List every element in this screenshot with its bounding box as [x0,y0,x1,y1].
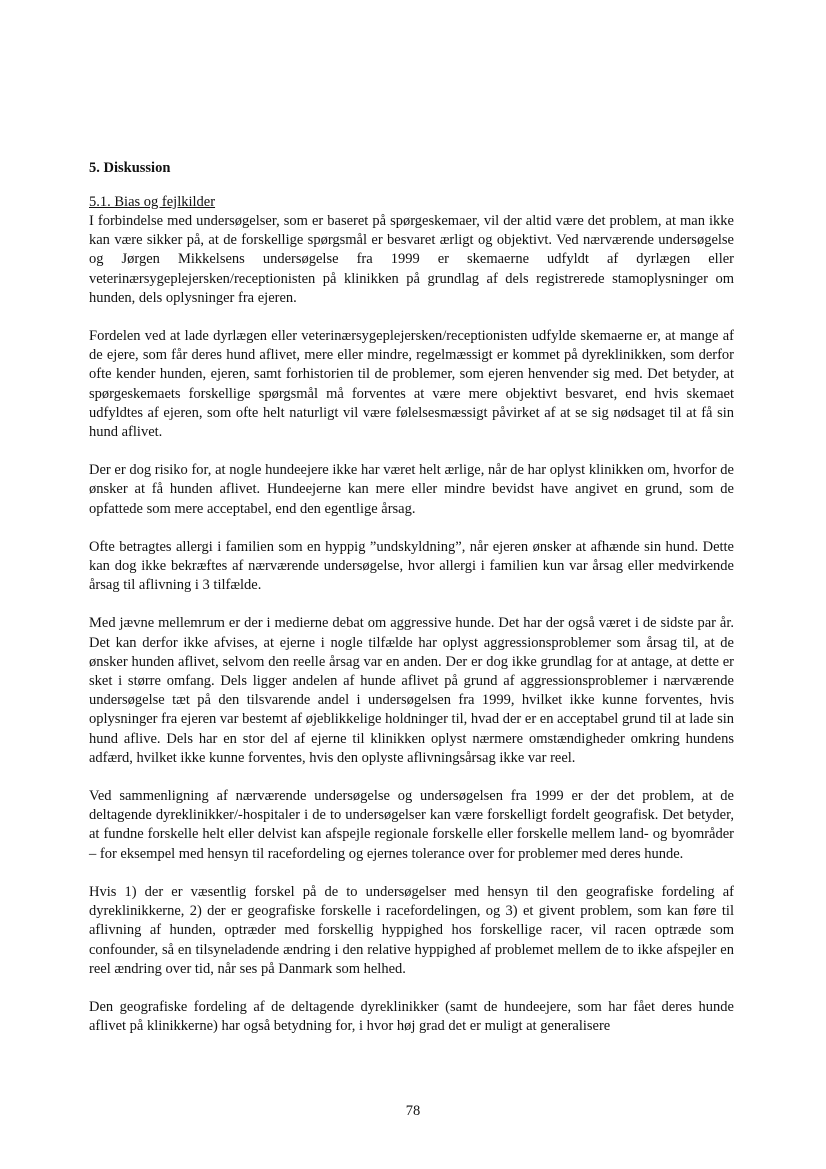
paragraph: Hvis 1) der er væsentlig forskel på de to undersøgelser med hensyn til den geografiske fordeling af dyreklinikkerne, 2) der er geografiske forskelle i racefordelingen, og 3) et givent problem, som kan føre til aflivning af hunden, optræder med forskellig hyppighed hos forskellige racer, vil racen optræde som confounder, så en tilsyneladende ændring i den relative hyppighed af problemet mellem de to ikke afspejler en reel ændring over tid, når ses på Danmark som helhed. [89,883,734,977]
paragraph: Ved sammenligning af nærværende undersøgelse og undersøgelsen fra 1999 er der det problem, at de deltagende dyreklinikker/-hospitaler i de to undersøgelser kan være forskelligt fordelt geografisk. Det betyder, at fundne forskelle helt eller delvist kan afspejle regionale forskelle eller forskelle mellem land- og byområder – for eksempel med hensyn til racefordeling og ejernes tolerance over for problemer med deres hunde. [89,788,734,862]
paragraph: Der er dog risiko for, at nogle hundeejere ikke har været helt ærlige, når de har oplyst klinikken om, hvorfor de ønsker at få hunden aflivet. Hundeejerne kan mere eller mindre bevidst have angivet en grund, som de opfattede som mere acceptabel, end den egentlige årsag. [89,462,734,517]
paragraph: I forbindelse med undersøgelser, som er baseret på spørgeskemaer, vil der altid være det problem, at man ikke kan være sikker på, at de forskellige spørgsmål er besvaret ærligt og objektivt. Ved nærværende undersøgelse og Jørgen Mikkelsens undersøgelse fra 1999 er skemaerne udfyldt af dyrlægen eller veterinærsygeplejersken/receptionisten på klinikken på grundlag af dels registrerede stamoplysninger om hunden, dels oplysninger fra ejeren. [89,213,734,306]
paragraph: Med jævne mellemrum er der i medierne debat om aggressive hunde. Det har der også været i de sidste par år. Det kan derfor ikke afvises, at ejerne i nogle tilfælde har oplyst aggressionsproblemer som årsag til, at de ønsker hunden aflivet, selvom den reelle årsag var en anden. Der er dog ikke grundlag for at antage, at dette er sket i større omfang. Dels ligger andelen af hunde aflivet på grund af aggressionsproblemer i nærværende undersøgelse tæt på den tilsvarende andel i undersøgelsen fra 1999, hvilket ikke kunne forventes, hvis oplysninger fra ejeren var bestemt af øjeblikkelige holdninger til, hvad der er en acceptabel grund til at lade sin hund aflive. Dels har en stor del af ejerne til klinikken oplyst nærmere omstændigheder omkring hundens adfærd, hvilket ikke kunne forventes, hvis den oplyste aflivningsårsag ikke var reel. [89,615,734,766]
page-content [89,158,734,1036]
paragraph: Den geografiske fordeling af de deltagende dyreklinikker (samt de hundeejere, som har fået deres hunde aflivet på klinikkerne) har også betydning for, i hvor høj grad det er muligt at generalisere [89,998,734,1035]
page-number: 78 [405,1103,421,1119]
paragraph: Fordelen ved at lade dyrlægen eller veterinærsygeplejersken/receptionisten udfylde skemaerne er, at mange af de ejere, som får deres hund aflivet, mere eller mindre, regelmæssigt er kommet på dyreklinikken, som derfor ofte kender hunden, ejeren, samt forhistorien til de problemer, som ejeren henvender sig med. Det betyder, at spørgeskemaets forskellige spørgsmål må forventes at være mere objektivt besvaret, end hvis skemaet udfyldtes af ejeren, som ofte helt naturligt vil være følelsesmæssigt påvirket af at se sig nødsaget til at få sin hund aflivet. [89,328,734,441]
subsection-title: 5.1. Bias og fejlkilder [89,194,216,210]
section-title: 5. Diskussion [89,160,171,176]
paragraph: Ofte betragtes allergi i familien som en hyppig ”undskyldning”, når ejeren ønsker at afhænde sin hund. Dette kan dog ikke bekræftes af nærværende undersøgelse, hvor allergi i familien kun var årsag eller medvirkende årsag til aflivning i 3 tilfælde. [89,538,734,594]
